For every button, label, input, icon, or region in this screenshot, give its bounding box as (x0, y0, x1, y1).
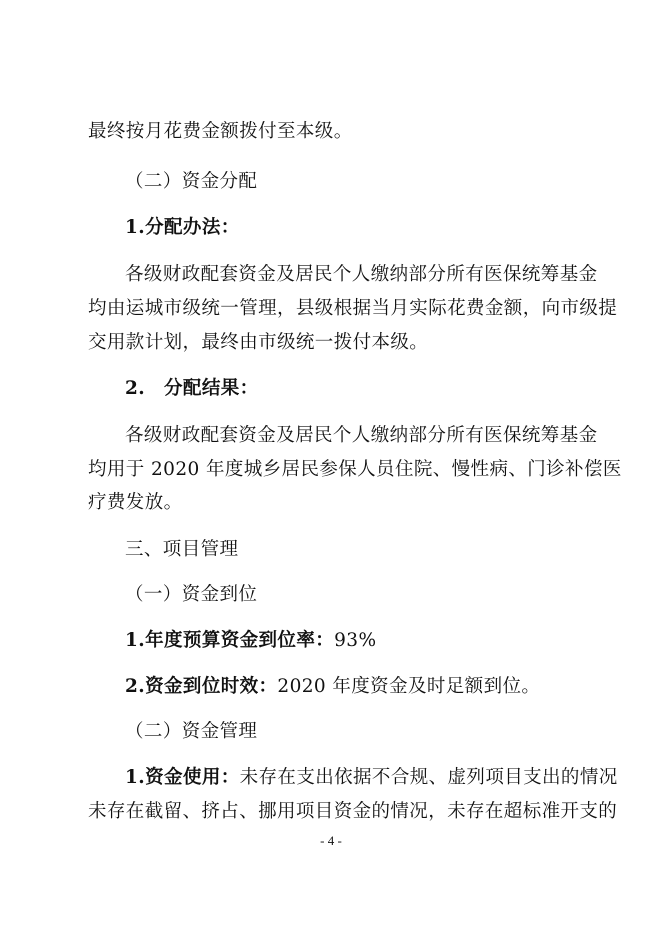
paragraph-line: 均用于 2020 年度城乡居民参保人员住院、慢性病、门诊补偿医 (88, 459, 622, 480)
paragraph-line: 最终按月花费金额拨付至本级。 (88, 121, 353, 142)
budget-arrival-rate-value: 93% (334, 630, 377, 651)
section-heading: （一）资金到位 (125, 584, 258, 605)
paragraph-line: 疗费发放。 (88, 492, 183, 513)
paragraph-line: 各级财政配套资金及居民个人缴纳部分所有医保统筹基金 (125, 264, 598, 285)
fund-usage-value: 未存在支出依据不合规、虚列项目支出的情况 (239, 767, 618, 788)
sub-heading: 1.分配办法： (125, 217, 240, 238)
fund-arrival-timeliness-value: 2020 年度资金及时足额到位。 (277, 676, 541, 697)
budget-arrival-rate-line (125, 629, 376, 653)
section-heading: （二）资金分配 (125, 171, 258, 192)
paragraph-line: 未存在截留、挤占、挪用项目资金的情况，未存在超标准开支的 (88, 801, 618, 822)
paragraph-line: 均由运城市级统一管理，县级根据当月实际花费金额，向市级提 (88, 298, 618, 319)
fund-usage-label: 1.资金使用： (125, 767, 240, 788)
section-heading: 三、项目管理 (125, 539, 239, 560)
fund-arrival-timeliness-label: 2.资金到位时效： (125, 676, 278, 697)
fund-arrival-timeliness-line (125, 675, 540, 699)
page-number: - 4 - (320, 833, 342, 848)
paragraph-line: 交用款计划，最终由市级统一拨付本级。 (88, 332, 429, 353)
fund-usage-line (125, 766, 618, 790)
budget-arrival-rate-label: 1.年度预算资金到位率： (125, 630, 335, 651)
section-heading: （二）资金管理 (125, 721, 258, 742)
paragraph-line: 各级财政配套资金及居民个人缴纳部分所有医保统筹基金 (125, 425, 598, 446)
sub-heading: 2. 分配结果： (125, 378, 259, 399)
